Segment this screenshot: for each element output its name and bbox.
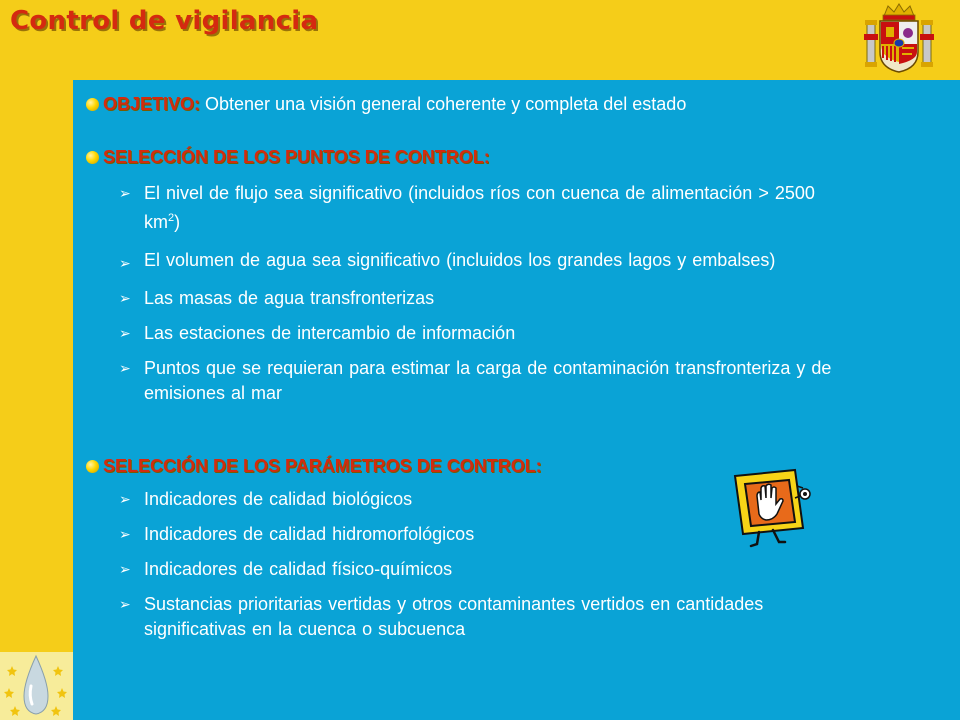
arrow-bullet-icon: ➢ [119,492,131,508]
arrow-bullet-icon: ➢ [119,186,131,202]
arrow-bullet-icon: ➢ [119,527,131,543]
list-item [117,356,837,406]
item-text: Indicadores de calidad biológicos [144,489,413,509]
arrow-bullet-icon: ➢ [119,562,131,578]
list-item [117,557,837,582]
objective-row [86,94,686,115]
item-text: El nivel de flujo sea significativo (incluidos ríos con cuenca de alimentación > 2500 km [144,183,815,232]
params-section-heading-row [86,456,542,477]
objective-label: OBJETIVO: [103,94,201,114]
item-text: El volumen de agua sea significativo (incluidos los grandes lagos y embalses) [144,250,776,270]
bullet-dot-icon [86,151,99,164]
params-section-heading: SELECCIÓN DE LOS PARÁMETROS DE CONTROL: [103,456,542,476]
item-text: Indicadores de calidad físico-químicos [144,559,453,579]
params-list [117,487,837,642]
item-text: Las estaciones de intercambio de información [144,323,516,343]
item-text: Las masas de agua transfronterizas [144,288,435,308]
stop-hand-sign-icon [733,468,817,550]
arrow-bullet-icon: ➢ [119,256,131,272]
list-item [117,592,837,642]
points-section-heading: SELECCIÓN DE LOS PUNTOS DE CONTROL: [103,147,490,167]
points-section-heading-row [86,147,490,168]
water-drop-eu-stars-icon [0,652,73,720]
arrow-bullet-icon: ➢ [119,361,131,377]
list-item [117,522,837,547]
list-item [117,286,837,311]
bullet-dot-icon [86,98,99,111]
list-item [117,321,837,346]
arrow-bullet-icon: ➢ [119,291,131,307]
spain-coat-of-arms-icon [864,2,934,74]
arrow-bullet-icon: ➢ [119,597,131,613]
item-superscript: 2 [168,212,175,224]
item-text-after: ) [174,212,181,232]
list-item [117,181,837,235]
points-list [117,181,837,406]
item-text: Sustancias prioritarias vertidas y otros contaminantes vertidos en cantidades significativas en la cuenca o subcuenca [144,594,764,639]
bullet-dot-icon [86,460,99,473]
list-item [117,245,837,276]
slide-title: Control de vigilancia [10,6,319,36]
item-text: Indicadores de calidad hidromorfológicos [144,524,475,544]
list-item [117,487,837,512]
objective-text: Obtener una visión general coherente y completa del estado [200,94,687,114]
item-text: Puntos que se requieran para estimar la carga de contaminación transfronteriza y de emisiones al mar [144,358,832,403]
arrow-bullet-icon: ➢ [119,326,131,342]
